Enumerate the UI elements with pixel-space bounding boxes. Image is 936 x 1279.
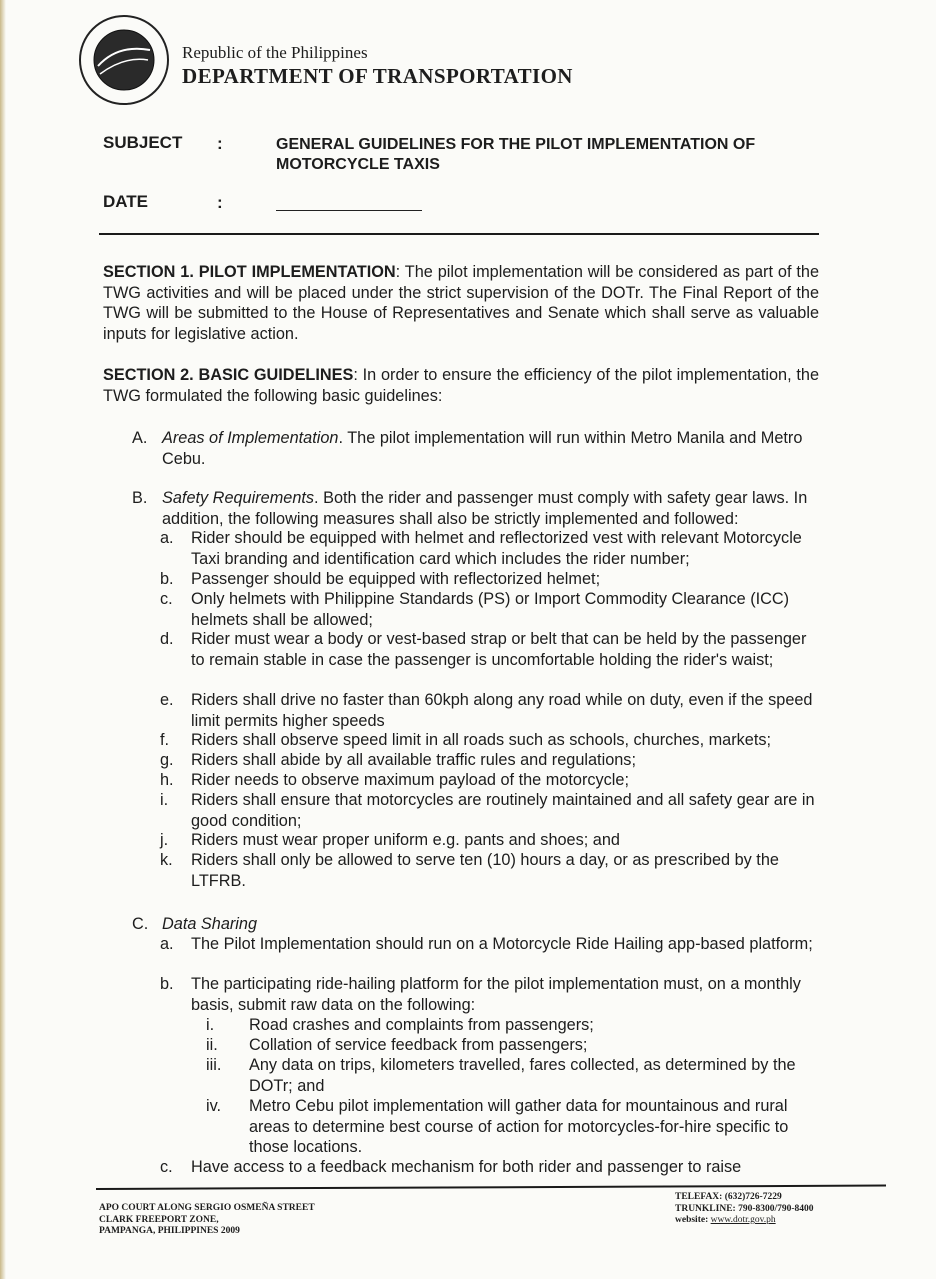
guideline-b-body: . Both the rider and passenger must comply with safety gear laws. In addition, the following measures shall also be strictly implemented and followed: [162, 489, 808, 528]
list-item-text: Road crashes and complaints from passengers; [249, 1016, 594, 1034]
list-item-marker: d. [160, 630, 174, 648]
list-item-marker: j. [160, 831, 169, 849]
date-blank-line [276, 210, 422, 211]
list-item-marker: iv. [206, 1097, 222, 1115]
section-2-body: : In order to ensure the efficiency of the pilot implementation, the TWG formulated the following basic guidelines: [103, 366, 819, 405]
list-item-marker: a. [160, 935, 174, 953]
guideline-b-marker: B. [132, 489, 148, 507]
guideline-a-text [162, 428, 822, 469]
header-divider [99, 233, 819, 235]
list-item-text: The Pilot Implementation should run on a Motorcycle Ride Hailing app-based platform; [191, 935, 813, 953]
list-item-text: Passenger should be equipped with reflectorized helmet; [191, 570, 601, 588]
list-item-marker: f. [160, 731, 170, 749]
list-item-marker: b. [160, 975, 174, 993]
guideline-a-marker: A. [132, 429, 148, 447]
list-item-text: Riders shall only be allowed to serve ten (10) hours a day, or as prescribed by the LTFRB. [191, 851, 779, 890]
letterhead [182, 43, 573, 89]
list-item-text: Rider must wear a body or vest-based strap or belt that can be held by the passenger to remain stable in case the passenger is uncomfortable holding the rider's waist; [191, 630, 807, 669]
page-edge-shadow [0, 0, 6, 1279]
list-item-marker: e. [160, 691, 174, 709]
guideline-c-text [162, 914, 822, 935]
list-item-text: Rider should be equipped with helmet and reflectorized vest with relevant Motorcycle Taxi branding and identification card which includes the rider number; [191, 529, 802, 568]
department-title: DEPARTMENT OF TRANSPORTATION [182, 64, 573, 88]
list-item-marker: iii. [206, 1056, 222, 1074]
guideline-b-text [162, 488, 822, 529]
list-item-text: Collation of service feedback from passengers; [249, 1036, 588, 1054]
list-item-text: Metro Cebu pilot implementation will gather data for mountainous and rural areas to determine best course of action for motorcycles-for-hire specific to those locations. [249, 1097, 789, 1156]
list-item-text: Riders shall abide by all available traffic rules and regulations; [191, 751, 636, 769]
list-item-text: Have access to a feedback mechanism for both rider and passenger to raise [191, 1158, 742, 1176]
website-link[interactable]: www.dotr.gov.ph [710, 1215, 776, 1225]
guideline-c-title: Data Sharing [162, 915, 258, 933]
dotr-seal-logo [78, 14, 170, 106]
list-item-marker: h. [160, 771, 174, 789]
guideline-a-body: . The pilot implementation will run within Metro Manila and Metro Cebu. [162, 429, 803, 468]
section-1-body: : The pilot implementation will be considered as part of the TWG activities and will be placed under the strict supervision of the DOTr. The Final Report of the TWG will be submitted to the House of Representatives and Senate which shall serve as valuable inputs for legislative action. [103, 263, 819, 343]
list-item-marker: i. [160, 791, 169, 809]
list-item-text: Riders must wear proper uniform e.g. pants and shoes; and [191, 831, 620, 849]
list-item-marker: i. [206, 1016, 215, 1034]
telefax: TELEFAX: (632)726-7229 [675, 1192, 782, 1202]
list-item-marker: k. [160, 851, 173, 869]
list-item-text: Riders shall ensure that motorcycles are routinely maintained and all safety gear are in good condition; [191, 791, 815, 830]
list-item-text: Only helmets with Philippine Standards (PS) or Import Commodity Clearance (ICC) helmets shall be allowed; [191, 590, 790, 629]
list-item-text: Riders shall drive no faster than 60kph along any road while on duty, even if the speed limit permits higher speeds [191, 691, 813, 730]
website-label: website: [675, 1215, 711, 1225]
footer-contact [675, 1192, 814, 1227]
address-line-1: APO COURT ALONG SERGIO OSMEÑA STREET [99, 1203, 315, 1213]
list-item-marker: g. [160, 751, 174, 769]
list-item-marker: c. [160, 590, 173, 608]
date-colon: : [217, 193, 223, 212]
list-item-text: Any data on trips, kilometers travelled, fares collected, as determined by the DOTr; and [249, 1056, 796, 1095]
guideline-a-title: Areas of Implementation [162, 429, 339, 447]
list-item-marker: b. [160, 570, 174, 588]
date-label: DATE [103, 192, 149, 211]
website-line [675, 1215, 814, 1227]
footer-divider [96, 1185, 886, 1190]
address-line-3: PAMPANGA, PHILIPPINES 2009 [99, 1226, 240, 1236]
address-line-2: CLARK FREEPORT ZONE, [99, 1214, 219, 1225]
section-2 [103, 365, 819, 406]
subject-label: SUBJECT [103, 133, 183, 152]
list-item-marker: a. [160, 529, 174, 547]
list-item-text: Rider needs to observe maximum payload of the motorcycle; [191, 771, 629, 789]
list-item-marker: c. [160, 1158, 173, 1176]
subject-colon: : [217, 134, 223, 153]
list-item-marker: ii. [206, 1036, 218, 1054]
republic-label: Republic of the Philippines [182, 43, 368, 62]
section-1 [103, 262, 819, 344]
trunkline: TRUNKLINE: 790-8300/790-8400 [675, 1203, 814, 1214]
guideline-c-marker: C. [132, 915, 149, 933]
footer-address [99, 1203, 315, 1238]
guideline-b-title: Safety Requirements [162, 489, 315, 507]
list-item-text: Riders shall observe speed limit in all roads such as schools, churches, markets; [191, 731, 772, 749]
list-item-text: The participating ride-hailing platform for the pilot implementation must, on a monthly basis, submit raw data on the following: [191, 975, 801, 1014]
section-2-heading: SECTION 2. BASIC GUIDELINES [103, 366, 354, 384]
section-1-heading: SECTION 1. PILOT IMPLEMENTATION [103, 263, 396, 281]
subject-value: GENERAL GUIDELINES FOR THE PILOT IMPLEMENTATION OF MOTORCYCLE TAXIS [276, 136, 756, 173]
